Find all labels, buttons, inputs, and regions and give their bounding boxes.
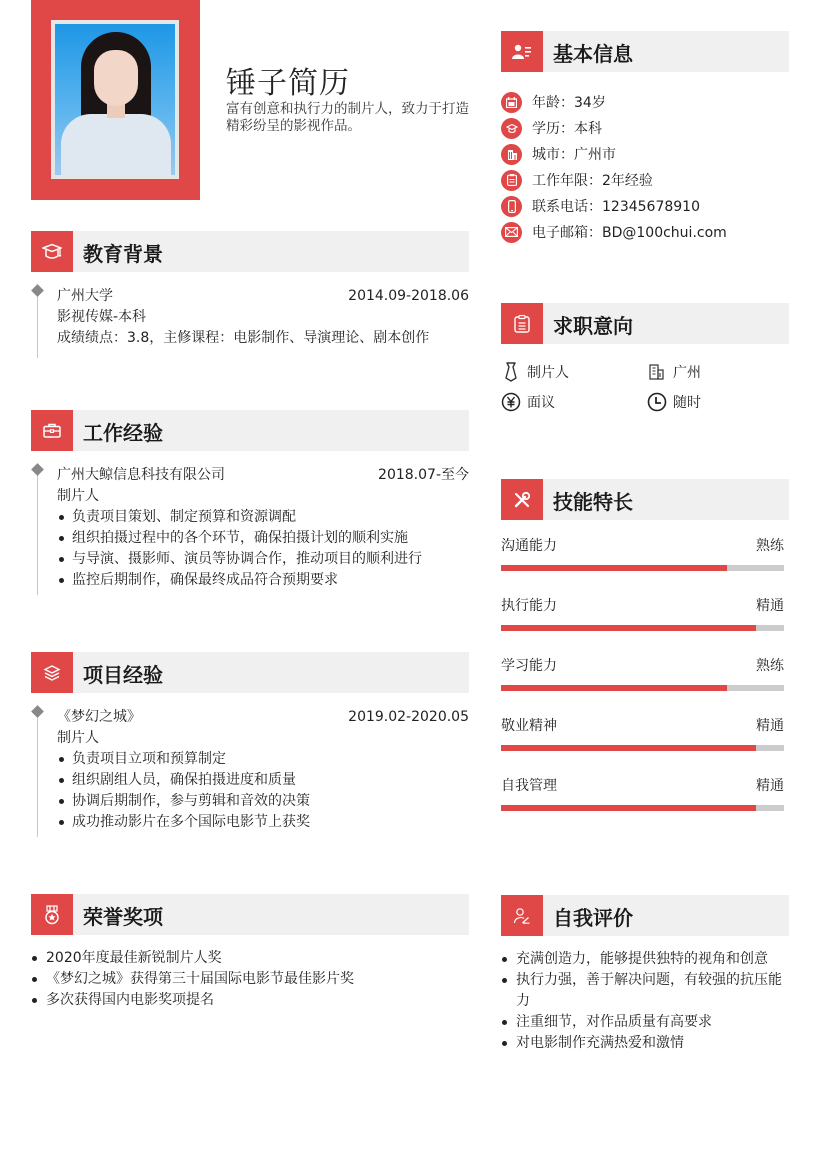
- intent-city: 广州: [647, 360, 701, 384]
- info-item-email: 电子邮箱：BD@100chui.com: [501, 219, 727, 245]
- building-icon: [501, 144, 522, 165]
- self-eval-item: 对电影制作充满热爱和激情: [501, 1033, 789, 1054]
- medal-icon: [31, 894, 73, 935]
- project-bullet: 组织剧组人员，确保拍摄进度和质量: [57, 770, 469, 791]
- skill-name: 学习能力: [501, 658, 557, 674]
- layers-icon: [31, 652, 73, 693]
- calendar-icon: [501, 92, 522, 113]
- section-header-project: [31, 652, 469, 693]
- project-bullet: 成功推动影片在多个国际电影节上获奖: [57, 812, 469, 833]
- tools-icon: [501, 479, 543, 520]
- project-period: 2019.02-2020.05: [348, 709, 469, 725]
- skill-progress-fill: [501, 745, 756, 751]
- section-header-self-eval: [501, 895, 789, 936]
- section-header-skills: [501, 479, 789, 520]
- skill-level: 熟练: [756, 658, 784, 674]
- basic-info-list: [501, 89, 727, 245]
- photo-frame-background: [31, 0, 200, 200]
- section-title: 自我评价: [553, 906, 633, 930]
- skill-progress-fill: [501, 685, 727, 691]
- section-header-work: [31, 410, 469, 451]
- timeline-marker-icon: [31, 705, 44, 718]
- work-bullet: 与导演、摄影师、演员等协调合作，推动项目的顺利进行: [57, 549, 469, 570]
- honor-item: 多次获得国内电影奖项提名: [31, 990, 469, 1011]
- tie-icon: [501, 362, 521, 382]
- education-detail: 成绩绩点：3.8，主修课程：电影制作、导演理论、剧本创作: [57, 330, 430, 346]
- skill-name: 自我管理: [501, 778, 557, 794]
- project-entry: [31, 707, 469, 832]
- honors-list: [31, 948, 469, 1011]
- self-eval-list: [501, 949, 789, 1054]
- section-title: 教育背景: [83, 242, 163, 266]
- avatar-photo: [55, 24, 175, 175]
- skill-item: [501, 715, 784, 735]
- clipboard-icon: [501, 170, 522, 191]
- honor-item: 2020年度最佳新锐制片人奖: [31, 948, 469, 969]
- clipboard-icon: [501, 303, 543, 344]
- section-header-basic-info: [501, 31, 789, 72]
- skill-progress-fill: [501, 805, 756, 811]
- self-eval-item: 充满创造力，能够提供独特的视角和创意: [501, 949, 789, 970]
- education-entry: [31, 286, 469, 356]
- timeline-marker-icon: [31, 463, 44, 476]
- education-period: 2014.09-2018.06: [348, 288, 469, 304]
- work-bullet: 监控后期制作，确保最终成品符合预期要求: [57, 570, 469, 591]
- skill-level: 熟练: [756, 538, 784, 554]
- section-header-honors: [31, 894, 469, 935]
- skill-progress-bar: [501, 805, 784, 811]
- skill-level: 精通: [756, 718, 784, 734]
- work-bullet: 组织拍摄过程中的各个环节，确保拍摄计划的顺利实施: [57, 528, 469, 549]
- skill-progress-bar: [501, 685, 784, 691]
- project-bullet: 负责项目立项和预算制定: [57, 749, 469, 770]
- skill-name: 沟通能力: [501, 538, 557, 554]
- skill-item: [501, 595, 784, 615]
- info-item-city: 城市：广州市: [501, 141, 727, 167]
- skill-progress-bar: [501, 565, 784, 571]
- company-name: 广州大鲸信息科技有限公司: [57, 467, 225, 483]
- work-period: 2018.07-至今: [378, 467, 469, 483]
- skill-item: [501, 775, 784, 795]
- honor-item: 《梦幻之城》获得第三十届国际电影节最佳影片奖: [31, 969, 469, 990]
- self-eval-item: 注重细节，对作品质量有高要求: [501, 1012, 789, 1033]
- timeline-marker-icon: [31, 284, 44, 297]
- intent-availability: 随时: [647, 390, 701, 414]
- graduation-cap-icon: [31, 231, 73, 272]
- work-entry: [31, 465, 469, 590]
- info-item-age: 年龄：34岁: [501, 89, 727, 115]
- section-title: 工作经验: [83, 421, 163, 445]
- briefcase-icon: [31, 410, 73, 451]
- section-title: 基本信息: [553, 42, 633, 66]
- project-bullet: 协调后期制作，参与剪辑和音效的决策: [57, 791, 469, 812]
- section-title: 项目经验: [83, 663, 163, 687]
- skill-item: [501, 655, 784, 675]
- skill-progress-fill: [501, 625, 756, 631]
- graduation-cap-icon: [501, 118, 522, 139]
- skill-item: [501, 535, 784, 555]
- skill-progress-bar: [501, 745, 784, 751]
- resume-name: 锤子简历: [226, 66, 350, 101]
- self-eval-item: 执行力强，善于解决问题，有较强的抗压能力: [501, 970, 789, 1012]
- user-edit-icon: [501, 895, 543, 936]
- mail-icon: [501, 222, 522, 243]
- skill-progress-bar: [501, 625, 784, 631]
- section-title: 荣誉奖项: [83, 905, 163, 929]
- building-icon: [647, 362, 667, 382]
- intent-salary: 面议: [501, 390, 555, 414]
- section-header-intent: [501, 303, 789, 344]
- project-role: 制片人: [57, 730, 99, 746]
- work-role: 制片人: [57, 488, 99, 504]
- education-major: 影视传媒-本科: [57, 309, 147, 325]
- info-item-education: 学历：本科: [501, 115, 727, 141]
- skill-progress-fill: [501, 565, 727, 571]
- skill-level: 精通: [756, 598, 784, 614]
- section-title: 技能特长: [553, 490, 633, 514]
- resume-intro: 富有创意和执行力的制片人，致力于打造精彩纷呈的影视作品。: [226, 101, 469, 134]
- section-header-education: [31, 231, 469, 272]
- yuan-icon: [501, 392, 521, 412]
- info-item-phone: 联系电话：12345678910: [501, 193, 727, 219]
- photo-border: [51, 20, 179, 179]
- info-item-work-years: 工作年限：2年经验: [501, 167, 727, 193]
- clock-icon: [647, 392, 667, 412]
- section-title: 求职意向: [553, 314, 633, 338]
- intent-position: 制片人: [501, 360, 569, 384]
- skill-level: 精通: [756, 778, 784, 794]
- project-name: 《梦幻之城》: [57, 709, 141, 725]
- phone-icon: [501, 196, 522, 217]
- skill-name: 敬业精神: [501, 718, 557, 734]
- user-card-icon: [501, 31, 543, 72]
- work-bullet: 负责项目策划、制定预算和资源调配: [57, 507, 469, 528]
- skill-name: 执行能力: [501, 598, 557, 614]
- school-name: 广州大学: [57, 288, 113, 304]
